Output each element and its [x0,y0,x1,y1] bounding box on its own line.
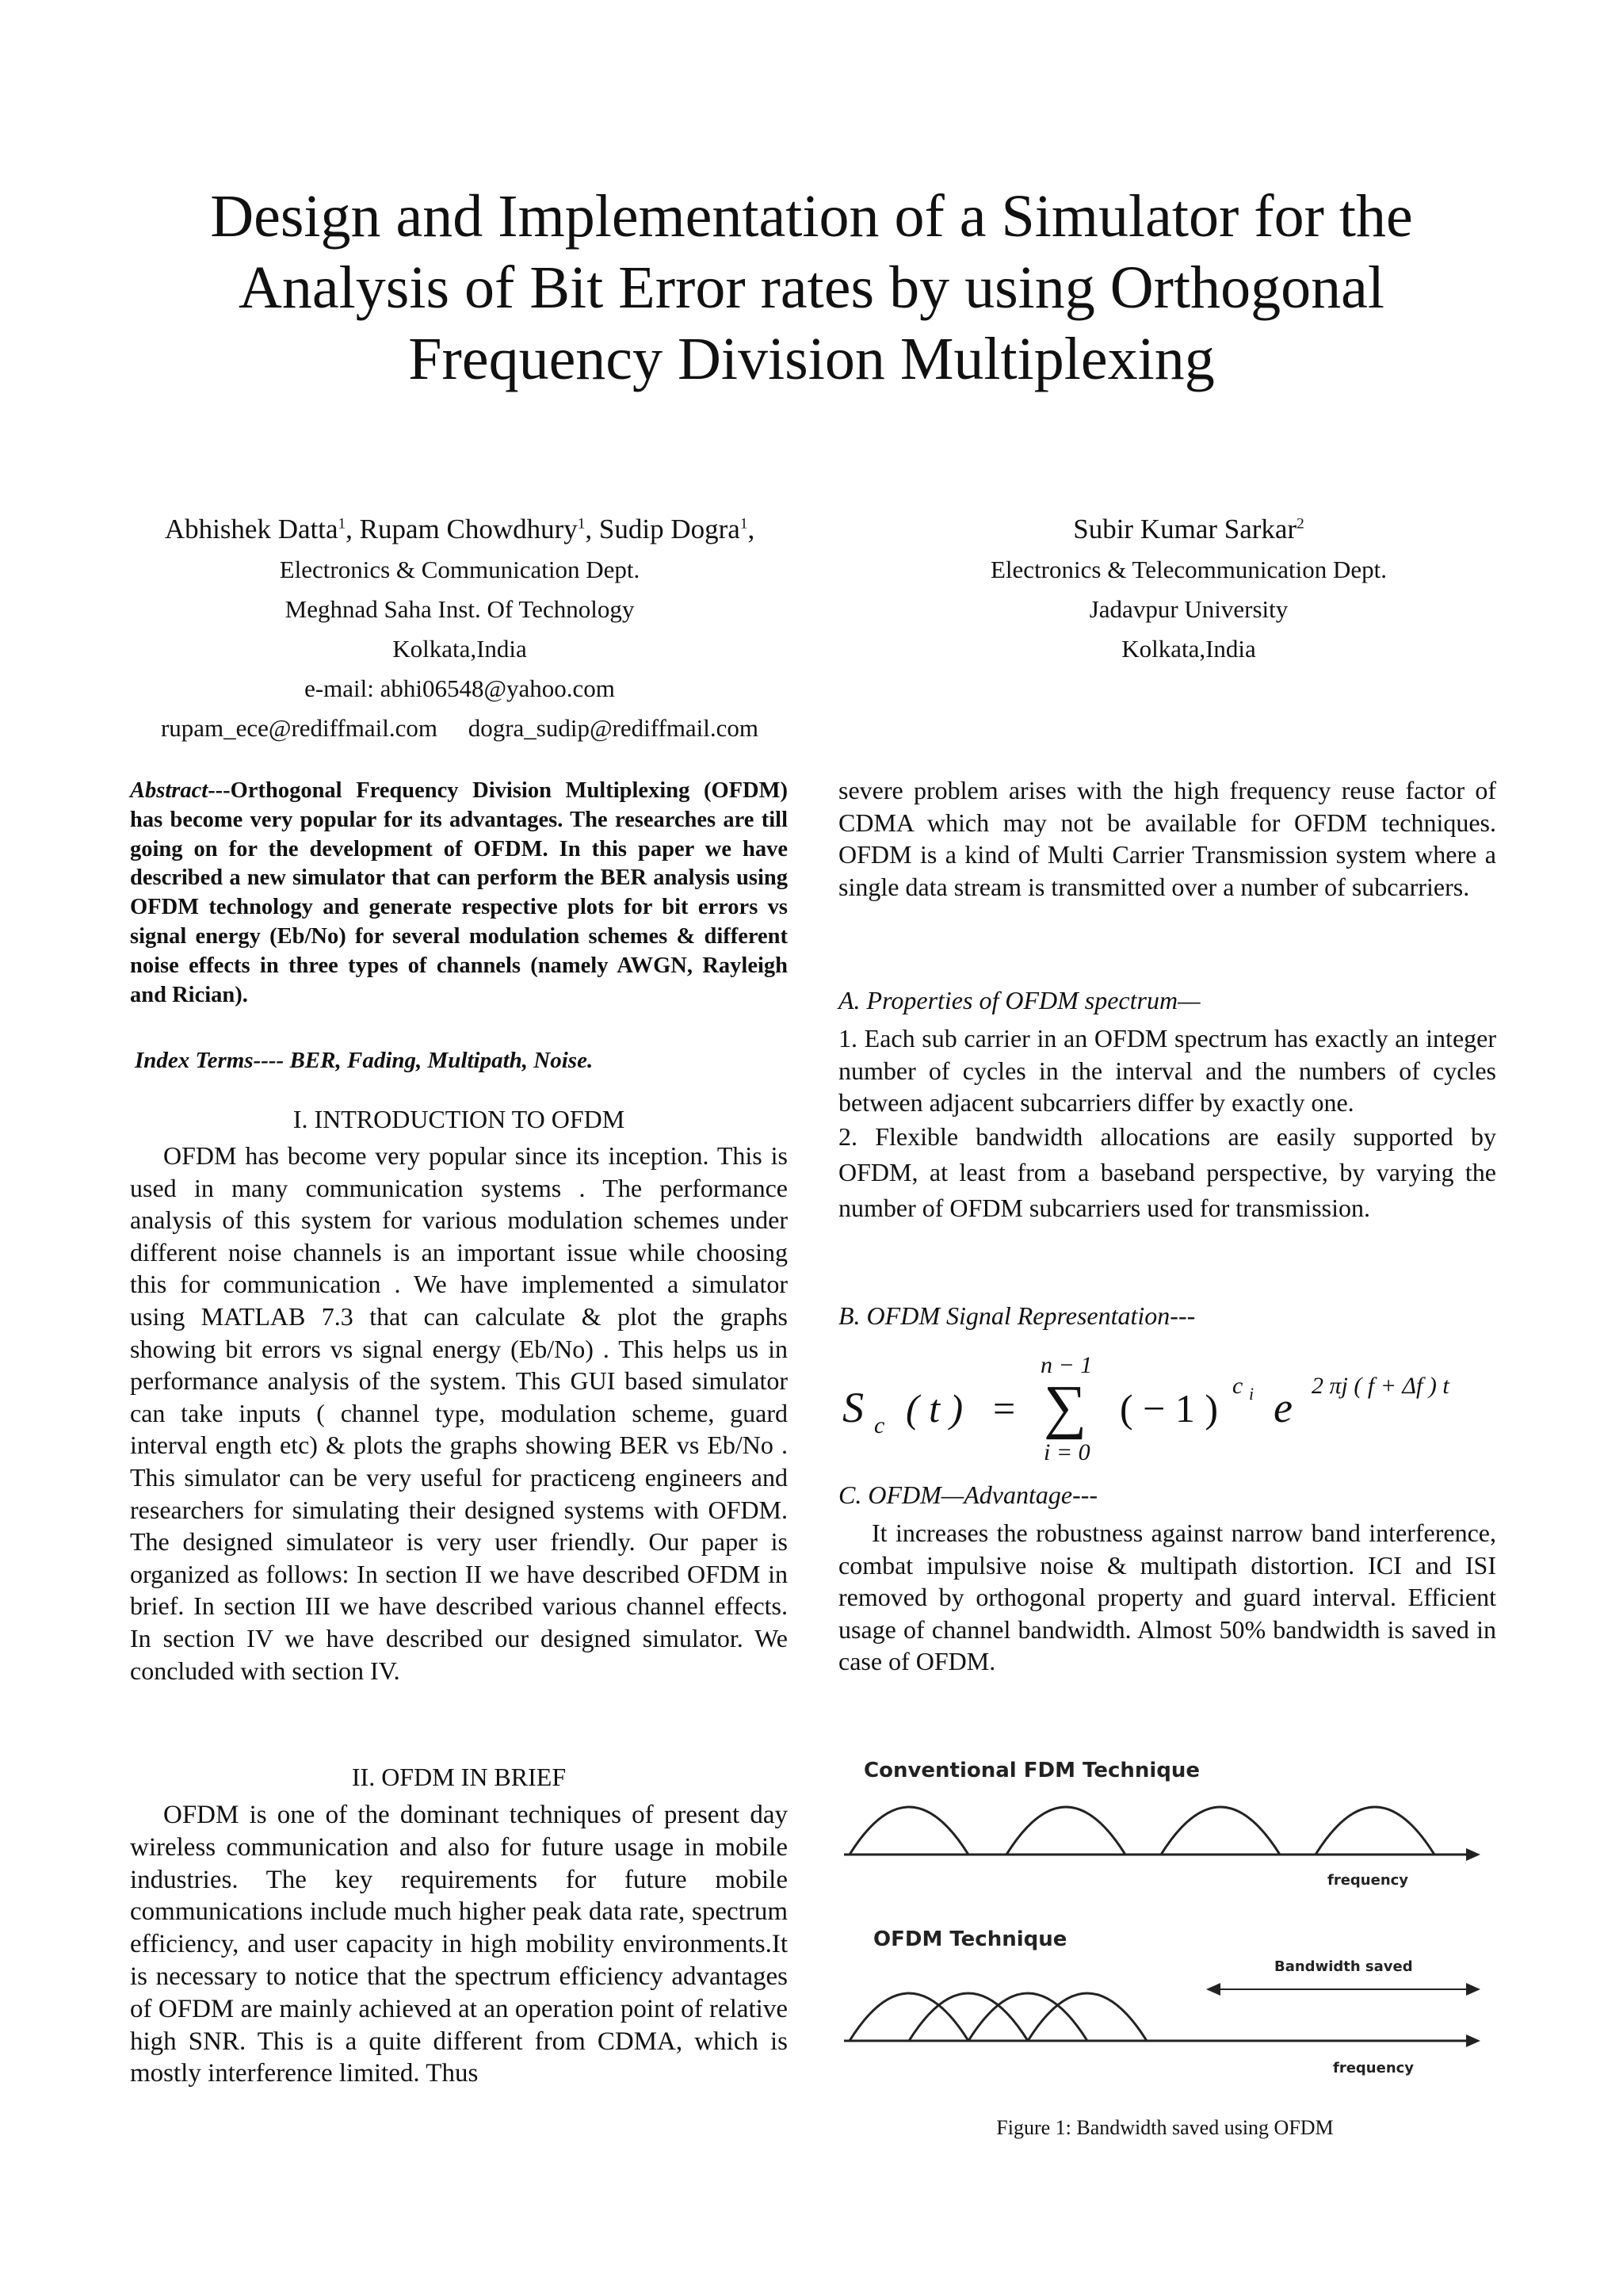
affiliation-mark-4: 2 [1296,515,1304,533]
section-heading-1: I. INTRODUCTION TO OFDM [292,1105,625,1133]
abstract-text: ---Orthogonal Frequency Division Multiplexing (OFDM) has become very popular for its advantages. The researches are till going on for the development of OFDM. In this paper we have described a new simulator that can perform the BER analysis using OFDM technology and generate respective plots for bit errors vs signal energy (Eb/No) for several modulation schemes & different noise effects in three types of channels (namely AWGN, Rayleigh and Rician). [130,778,788,1007]
affiliation-inst-left: Meghnad Saha Inst. Of Technology [285,595,635,623]
affiliation-dept-left: Electronics & Communication Dept. [279,556,640,583]
subsection-heading-c: C. OFDM—Advantage--- [838,1480,1098,1509]
fdm-carrier-2 [1006,1807,1125,1855]
ofdm-axis-arrow-icon [1466,2034,1480,2047]
author-names-right [872,509,1506,550]
abstract-label: Abstract [130,778,208,803]
fdm-axis-arrow-icon [1466,1848,1480,1861]
affiliation-mark-1: 1 [338,515,346,533]
fdm-carrier-3 [1161,1807,1280,1855]
bandwidth-arrow-right-icon [1466,1983,1480,1996]
advantage-paragraph: It increases the robustness against narrow band interference, combat impulsive noise & multipath distortion. ICI and ISI removed by orthogonal property and guard interval. Efficient usage of channel bandwidth. Almost 50% bandwidth is saved in case of OFDM. [838,1519,1496,1676]
paper-title [119,181,1504,395]
eq-argument-t: ( t ) [906,1386,964,1431]
eq-e: e [1274,1384,1293,1431]
section-2-body [130,1799,788,2090]
title-line-1: Design and Implementation of a Simulator for the [210,183,1413,250]
affiliation-mark-2: 1 [577,515,586,533]
index-terms: Index Terms---- BER, Fading, Multipath, Noise. [135,1048,594,1073]
eq-sum-lower: i = 0 [1044,1439,1090,1463]
signal-equation [836,1344,1518,1463]
affiliation-mark-3: 1 [739,515,748,533]
author-name-1: Abhishek Datta [164,514,338,544]
author-name-4: Subir Kumar Sarkar [1073,514,1297,544]
label-bandwidth-saved: Bandwidth saved [1274,1958,1413,1975]
ofdm-carrier-4 [1028,1993,1147,2041]
bandwidth-arrow-left-icon [1206,1983,1220,1996]
eq-exponent-i: i [1249,1384,1254,1404]
author-block-right [872,509,1506,669]
author-names-left: Abhishek Datta$^1$, Rupam Chowdhury$^1$, Sudip Dogra$^1$, [164,514,755,544]
label-conventional-fdm: Conventional FDM Technique [864,1759,1201,1782]
label-ofdm-technique: OFDM Technique [873,1927,1067,1951]
eq-minus-one: ( − 1 ) [1120,1386,1218,1431]
fdm-carrier-4 [1316,1807,1434,1855]
author-name-2: Rupam Chowdhury [359,514,578,544]
properties-list [838,1022,1496,1226]
author-block-left [119,509,800,748]
affiliation-inst-right: Jadavpur University [1089,595,1289,623]
section-1-body [130,1140,788,1687]
label-frequency-1: frequency [1327,1872,1409,1889]
affiliation-city-left: Kolkata,India [392,635,527,663]
eq-equals: = [993,1386,1016,1431]
affiliation-city-right: Kolkata,India [1121,635,1256,663]
eq-sigma: ∑ [1044,1373,1087,1440]
property-item-2: 2. Flexible bandwidth allocations are easily supported by OFDM, at least from a baseband perspective, by varying the number of OFDM subcarriers used for transmission. [838,1121,1496,1222]
section-heading-2: II. OFDM IN BRIEF [351,1763,567,1791]
eq-subscript-c: c [874,1412,885,1438]
ofdm-carrier-2 [909,1993,1028,2041]
abstract-block [130,777,788,1010]
author-name-3: Sudip Dogra [598,514,740,544]
property-item-1: 1. Each sub carrier in an OFDM spectrum has exactly an integer number of cycles in the interval and the numbers of cycles between adjacent subcarriers differ by exactly one. [838,1024,1496,1117]
eq-sum-upper: n − 1 [1041,1352,1093,1378]
author-email-line: e-mail: abhi06548@yahoo.com [304,674,615,702]
eq-exponent: 2 πj ( f + Δf ) t [1312,1373,1449,1399]
label-frequency-2: frequency [1333,2060,1415,2076]
section-1-paragraph: OFDM has become very popular since its inception. This is used in many communication systems . The performance analysis of this system for various modulation schemes under different noise channels is an important issue while choosing this for communication . We have implemented a simulator using MATLAB 7.3 that can calculate & plot the graphs showing bit errors vs signal energy (Eb/No) . This helps us in performance analysis of the system. This GUI based simulator can take inputs ( channel type, modulation scheme, guard interval ength etc) & plots the graphs showing BER vs Eb/No . This simulator can be very useful for practiceng engineers and researchers for simulating their designed systems with OFDM. The designed simulateor is very user friendly. Our paper is organized as follows: In section II we have described OFDM in brief. In section III we have described various channel effects. In section IV we have described our designed simulator. We concluded with section IV. [130,1141,788,1685]
fdm-carrier-1 [850,1807,968,1855]
title-line-2: Analysis of Bit Error rates by using Orthogonal [239,254,1384,321]
author-email-line-2: rupam_ece@rediffmail.com dogra_sudip@rediffmail.com [160,714,759,742]
eq-symbol-s: S [842,1384,864,1431]
continuation-paragraph: severe problem arises with the high frequency reuse factor of CDMA which may not be available for OFDM techniques. OFDM is a kind of Multi Carrier Transmission system where a single data stream is transmitted over a number of subcarriers. [838,776,1496,901]
affiliation-dept-right: Electronics & Telecommunication Dept. [991,556,1387,583]
ofdm-carrier-1 [850,1993,968,2041]
subsection-heading-a: A. Properties of OFDM spectrum— [838,986,1201,1014]
ofdm-carrier-3 [968,1993,1087,2041]
bandwidth-figure [840,1744,1490,2084]
figure-caption: Figure 1: Bandwidth saved using OFDM [996,2116,1334,2139]
section-2-paragraph: OFDM is one of the dominant techniques of present day wireless communication and also for future usage in mobile industries. The key requirements for future mobile communications include much higher peak data rate, spectrum efficiency, and user capacity in high mobility environments.It is necessary to notice that the spectrum efficiency advantages of OFDM are mainly achieved at an operation point of relative high SNR. This is a quite different from CDMA, which is mostly interference limited. Thus [130,1801,788,2088]
eq-exponent-c: c [1232,1373,1243,1399]
title-line-3: Frequency Division Multiplexing [408,326,1215,392]
right-column-continuation [838,774,1496,903]
advantage-body [838,1517,1496,1678]
subsection-heading-b: B. OFDM Signal Representation--- [838,1301,1196,1330]
abstract [130,777,788,1010]
